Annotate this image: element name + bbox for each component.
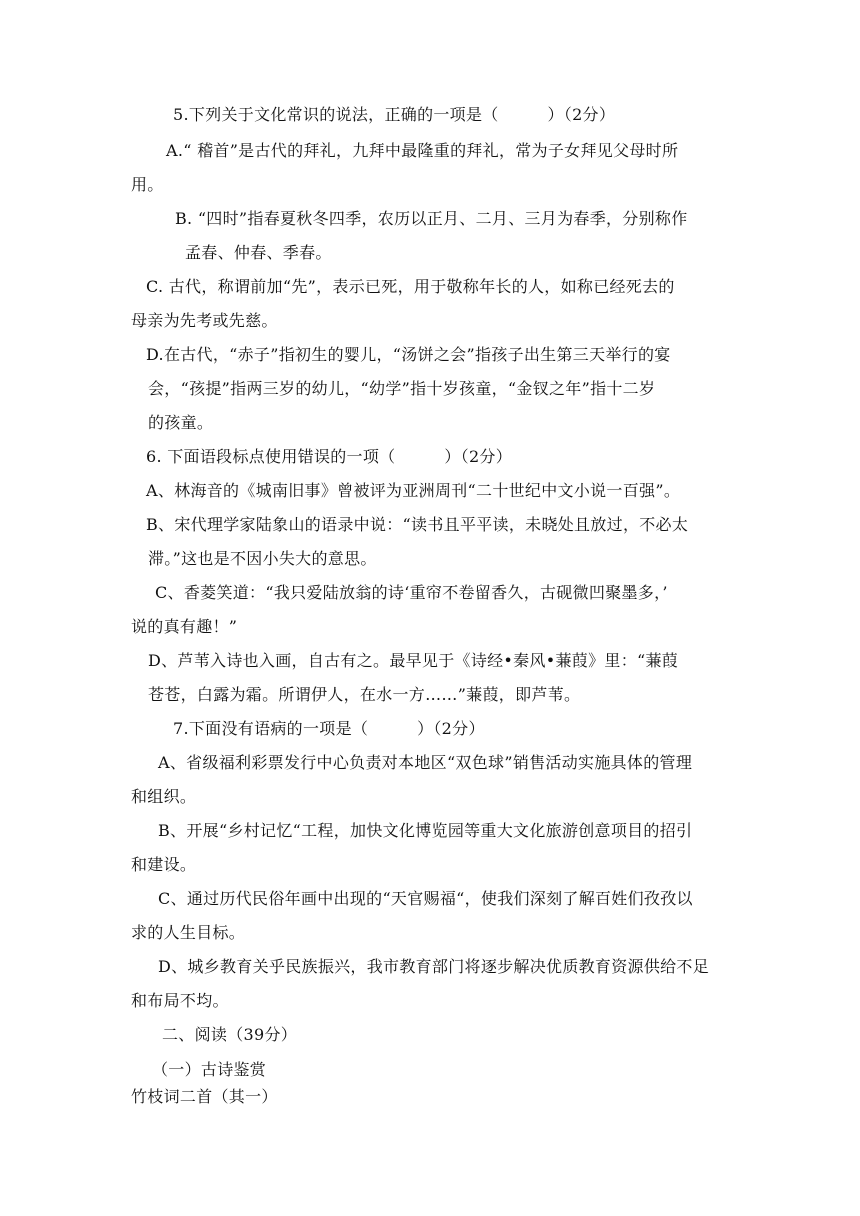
question-6-option-c-continued: 说的真有趣！” [131, 617, 238, 636]
question-7-option-a: A、省级福利彩票发行中心负责对本地区“双色球”销售活动实施具体的管理 [158, 753, 693, 772]
question-5-option-d-continued-1: 会，“孩提”指两三岁的幼儿，“幼学”指十岁孩童，“金钗之年”指十二岁 [148, 379, 656, 398]
question-5-option-d-continued-2: 的孩童。 [148, 413, 214, 432]
question-5-option-c: C. 古代，称谓前加“先”，表示已死，用于敬称年长的人，如称已经死去的 [146, 277, 675, 296]
question-6-option-d-continued: 苍苍，白露为霜。所谓伊人，在水一方……”蒹葭，即芦苇。 [148, 685, 581, 704]
question-7-option-d-continued: 和布局不均。 [131, 991, 229, 1010]
question-6-option-d: D、芦苇入诗也入画，自古有之。最早见于《诗经•秦风•蒹葭》里：“蒹葭 [148, 651, 679, 670]
question-6-option-b-continued: 滞。”这也是不因小失大的意思。 [148, 549, 377, 568]
question-6-option-b: B、宋代理学家陆象山的语录中说：“读书且平平读，未晓处且放过，不必太 [146, 515, 689, 534]
question-5-option-d: D.在古代，“赤子”指初生的婴儿，“汤饼之会”指孩子出生第三天举行的宴 [146, 345, 671, 364]
question-7-option-c-continued: 求的人生目标。 [131, 923, 246, 942]
question-6-option-c: C、香菱笑道：“我只爱陆放翁的诗‘重帘不卷留香久，古砚微凹聚墨多，’ [155, 583, 668, 602]
poem-title: 竹枝词二首（其一） [131, 1087, 278, 1106]
subsection-heading-poetry: （一）古诗鉴赏 [152, 1060, 267, 1079]
question-7-option-b-continued: 和建设。 [131, 855, 197, 874]
question-7-stem: 7.下面没有语病的一项是（ ）（2分） [173, 719, 485, 738]
question-7-option-c: C、通过历代民俗年画中出现的“天官赐福“，使我们深刻了解百姓们孜孜以 [158, 889, 693, 908]
question-5-option-a-continued: 用。 [131, 175, 164, 194]
question-7-option-b: B、开展“乡村记忆“工程，加快文化博览园等重大文化旅游创意项目的招引 [158, 821, 693, 840]
question-6-stem: 6. 下面语段标点使用错误的一项（ ）（2分） [146, 447, 513, 466]
question-5-option-b: B. “四时”指春夏秋冬四季，农历以正月、二月、三月为春季，分别称作 [175, 209, 688, 228]
question-5-option-a: A.“ 稽首”是古代的拜礼，九拜中最隆重的拜礼，常为子女拜见父母时所 [166, 141, 679, 160]
question-5-option-c-continued: 母亲为先考或先慈。 [131, 311, 278, 330]
question-7-option-a-continued: 和组织。 [131, 787, 197, 806]
section-heading-reading: 二、阅读（39分） [162, 1025, 298, 1044]
question-7-option-d: D、城乡教育关乎民族振兴，我市教育部门将逐步解决优质教育资源供给不足 [158, 957, 710, 976]
question-6-option-a: A、林海音的《城南旧事》曾被评为亚洲周刊“二十世纪中文小说一百强”。 [146, 481, 681, 500]
question-5-option-b-continued: 孟春、仲春、季春。 [185, 243, 332, 262]
question-5-stem: 5.下列关于文化常识的说法，正确的一项是（ ）（2分） [173, 105, 616, 124]
